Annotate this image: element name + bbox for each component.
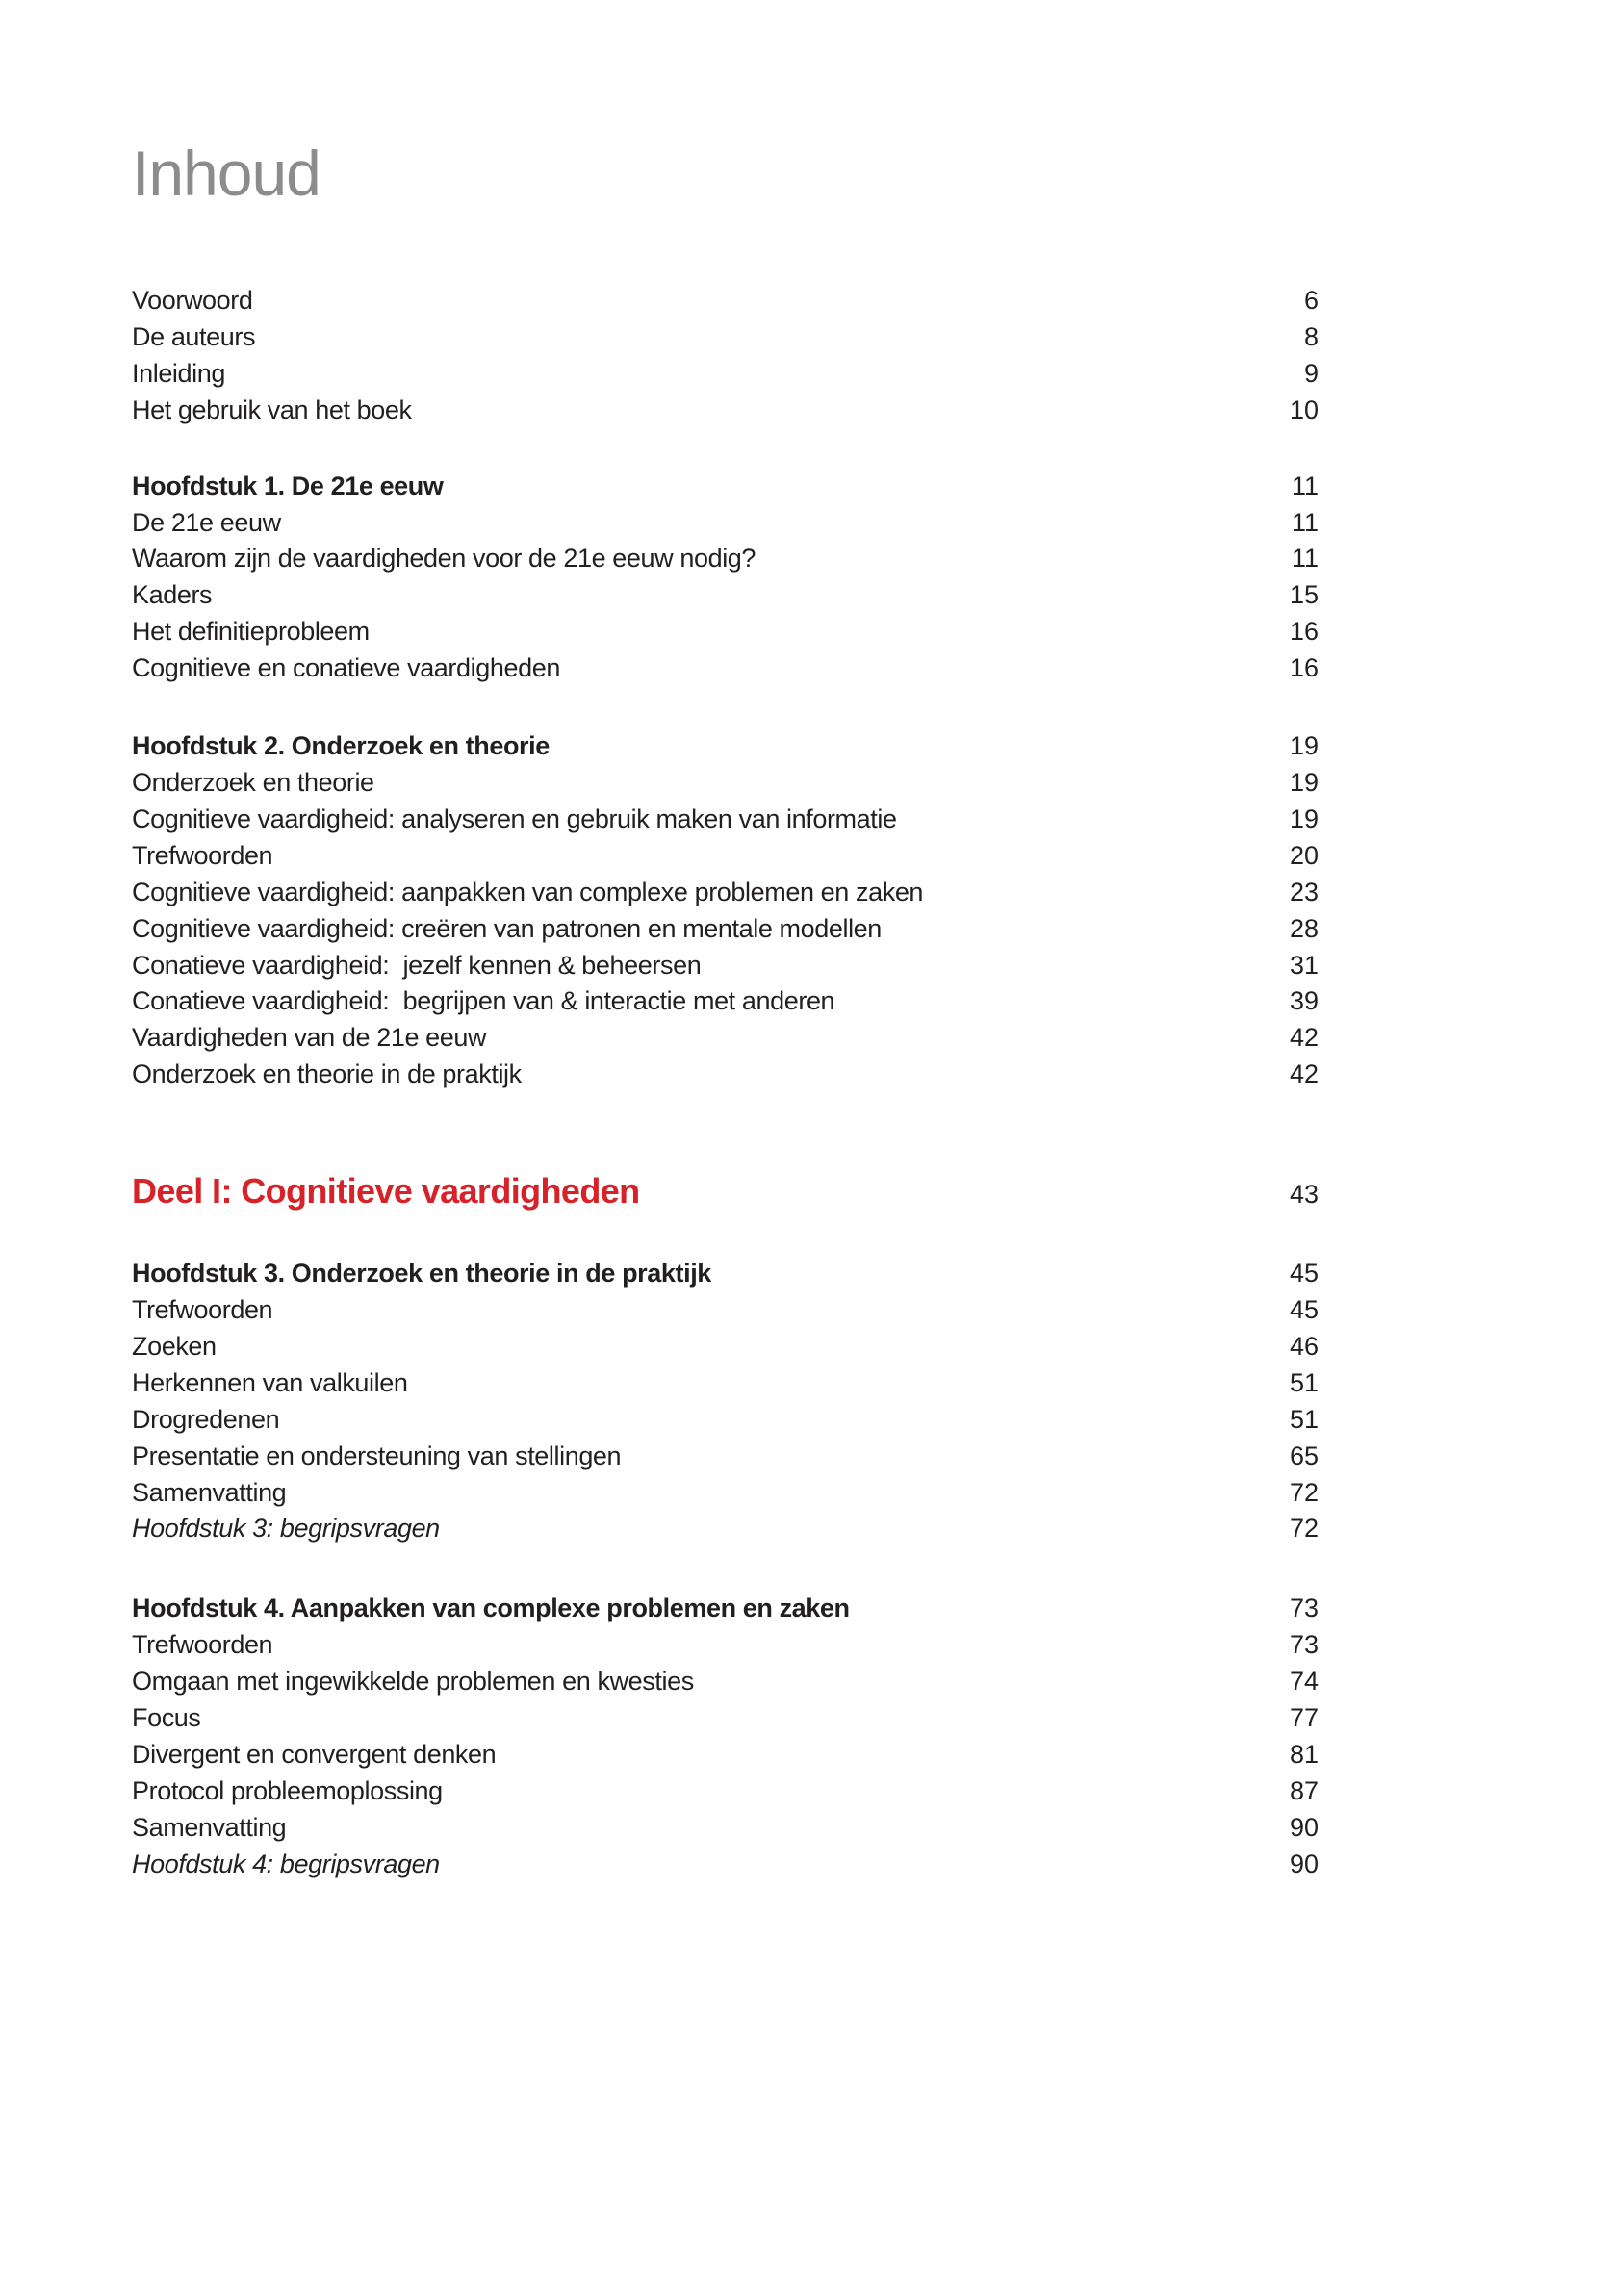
page-number: 23 xyxy=(1289,877,1319,906)
toc-entry-row xyxy=(132,283,1319,319)
entry-label: Cognitieve vaardigheid: aanpakken van complexe problemen en zaken xyxy=(132,877,924,906)
page-number: 73 xyxy=(1289,1630,1319,1660)
toc-entry-row xyxy=(132,1664,1319,1700)
toc-entry-row xyxy=(132,948,1319,984)
entry-label: Hoofdstuk 4: begripsvragen xyxy=(132,1849,440,1878)
page-number: 43 xyxy=(1289,1180,1319,1210)
entry-label: Focus xyxy=(132,1703,201,1733)
page-number: 9 xyxy=(1303,358,1319,388)
entry-label: Samenvatting xyxy=(132,1477,287,1507)
page-number: 16 xyxy=(1289,617,1319,647)
toc-entry-row xyxy=(132,1773,1319,1810)
toc-entry-row xyxy=(132,1627,1319,1664)
entry-label: Onderzoek en theorie in de praktijk xyxy=(132,1059,522,1089)
page-number: 45 xyxy=(1289,1259,1319,1288)
toc-entry-row xyxy=(132,651,1319,687)
toc-entry-row xyxy=(132,1847,1319,1883)
page-number: 31 xyxy=(1289,950,1319,980)
toc-section xyxy=(132,1168,1319,1217)
page-number: 42 xyxy=(1289,1059,1319,1089)
toc-entry-row xyxy=(132,1020,1319,1057)
toc-entry-row xyxy=(132,983,1319,1020)
toc-entry-row xyxy=(132,541,1319,577)
page-number: 8 xyxy=(1303,321,1319,351)
entry-label: Waarom zijn de vaardigheden voor de 21e eeuw nodig? xyxy=(132,544,756,574)
toc-entry-row xyxy=(132,1329,1319,1365)
page-number: 77 xyxy=(1289,1703,1319,1733)
toc-entry-row xyxy=(132,393,1319,429)
toc-entry-row xyxy=(132,1810,1319,1847)
page-number: 72 xyxy=(1289,1514,1319,1543)
page-number: 73 xyxy=(1289,1594,1319,1623)
chapter-heading-row xyxy=(132,469,1319,505)
part-heading-row xyxy=(132,1168,1319,1217)
toc-entry-row xyxy=(132,1057,1319,1093)
toc-section xyxy=(132,283,1319,429)
entry-label: Herkennen van valkuilen xyxy=(132,1367,408,1397)
page-number: 19 xyxy=(1289,767,1319,797)
toc-section xyxy=(132,469,1319,687)
toc-section xyxy=(132,1591,1319,1882)
chapter-heading-row xyxy=(132,1591,1319,1627)
page-number: 90 xyxy=(1289,1849,1319,1878)
page-number: 81 xyxy=(1289,1740,1319,1769)
entry-label: Zoeken xyxy=(132,1331,217,1361)
toc-list xyxy=(132,283,1319,1883)
toc-entry-row xyxy=(132,505,1319,542)
page-number: 19 xyxy=(1289,731,1319,761)
toc-entry-row xyxy=(132,1402,1319,1439)
toc-section xyxy=(132,1256,1319,1547)
page-number: 19 xyxy=(1289,804,1319,833)
chapter-heading-label: Hoofdstuk 3. Onderzoek en theorie in de praktijk xyxy=(132,1259,711,1288)
entry-label: Voorwoord xyxy=(132,286,253,315)
entry-label: Protocol probleemoplossing xyxy=(132,1775,443,1805)
entry-label: Trefwoorden xyxy=(132,840,273,870)
toc-entry-row xyxy=(132,577,1319,614)
toc-entry-row xyxy=(132,802,1319,838)
toc-entry-row xyxy=(132,1737,1319,1773)
toc-entry-row xyxy=(132,1475,1319,1512)
part-heading-label: Deel I: Cognitieve vaardigheden xyxy=(132,1171,640,1212)
page-number: 46 xyxy=(1289,1331,1319,1361)
toc-entry-row xyxy=(132,911,1319,948)
page-number: 11 xyxy=(1291,544,1319,574)
page-number: 65 xyxy=(1289,1441,1319,1470)
entry-label: Conatieve vaardigheid: begrijpen van & interactie met anderen xyxy=(132,986,835,1016)
entry-label: Het definitieprobleem xyxy=(132,617,370,647)
toc-entry-row xyxy=(132,1700,1319,1737)
entry-label: Vaardigheden van de 21e eeuw xyxy=(132,1023,487,1053)
entry-label: Inleiding xyxy=(132,358,225,388)
entry-label: Trefwoorden xyxy=(132,1630,273,1660)
toc-entry-row xyxy=(132,1511,1319,1547)
page-number: 51 xyxy=(1289,1404,1319,1434)
chapter-heading-label: Hoofdstuk 4. Aanpakken van complexe problemen en zaken xyxy=(132,1594,850,1623)
toc-entry-row xyxy=(132,1292,1319,1329)
page-number: 10 xyxy=(1289,395,1319,424)
page-number: 72 xyxy=(1289,1477,1319,1507)
toc-entry-row xyxy=(132,875,1319,911)
entry-label: Trefwoorden xyxy=(132,1295,273,1325)
entry-label: Conatieve vaardigheid: jezelf kennen & beheersen xyxy=(132,950,702,980)
page-number: 90 xyxy=(1289,1812,1319,1842)
toc-entry-row xyxy=(132,1439,1319,1475)
entry-label: Onderzoek en theorie xyxy=(132,767,374,797)
page-number: 87 xyxy=(1289,1775,1319,1805)
page-number: 28 xyxy=(1289,913,1319,943)
entry-label: Het gebruik van het boek xyxy=(132,395,412,424)
entry-label: Cognitieve vaardigheid: analyseren en gebruik maken van informatie xyxy=(132,804,897,833)
toc-entry-row xyxy=(132,1365,1319,1402)
entry-label: Drogredenen xyxy=(132,1404,280,1434)
entry-label: Presentatie en ondersteuning van stellingen xyxy=(132,1441,622,1470)
page-number: 11 xyxy=(1291,507,1319,537)
page-number: 15 xyxy=(1289,580,1319,610)
entry-label: Cognitieve en conatieve vaardigheden xyxy=(132,653,560,683)
toc-section xyxy=(132,728,1319,1093)
entry-label: Cognitieve vaardigheid: creëren van patronen en mentale modellen xyxy=(132,913,882,943)
entry-label: De 21e eeuw xyxy=(132,507,281,537)
toc-entry-row xyxy=(132,838,1319,875)
entry-label: Kaders xyxy=(132,580,213,610)
page-title: Inhoud xyxy=(132,138,320,209)
toc-entry-row xyxy=(132,356,1319,393)
chapter-heading-label: Hoofdstuk 2. Onderzoek en theorie xyxy=(132,731,550,761)
entry-label: Hoofdstuk 3: begripsvragen xyxy=(132,1514,440,1543)
page-number: 51 xyxy=(1289,1367,1319,1397)
page-number: 16 xyxy=(1289,653,1319,683)
chapter-heading-row xyxy=(132,728,1319,765)
page-number: 74 xyxy=(1289,1667,1319,1696)
entry-label: De auteurs xyxy=(132,321,256,351)
page-number: 6 xyxy=(1303,286,1319,315)
page-number: 45 xyxy=(1289,1295,1319,1325)
entry-label: Divergent en convergent denken xyxy=(132,1740,497,1769)
toc-entry-row xyxy=(132,319,1319,356)
entry-label: Omgaan met ingewikkelde problemen en kwesties xyxy=(132,1667,694,1696)
toc-entry-row xyxy=(132,765,1319,802)
page-number: 20 xyxy=(1289,840,1319,870)
page-number: 39 xyxy=(1289,986,1319,1016)
page-number: 42 xyxy=(1289,1023,1319,1053)
chapter-heading-row xyxy=(132,1256,1319,1292)
chapter-heading-label: Hoofdstuk 1. De 21e eeuw xyxy=(132,471,444,500)
page-number: 11 xyxy=(1291,471,1319,500)
entry-label: Samenvatting xyxy=(132,1812,287,1842)
toc-entry-row xyxy=(132,614,1319,651)
